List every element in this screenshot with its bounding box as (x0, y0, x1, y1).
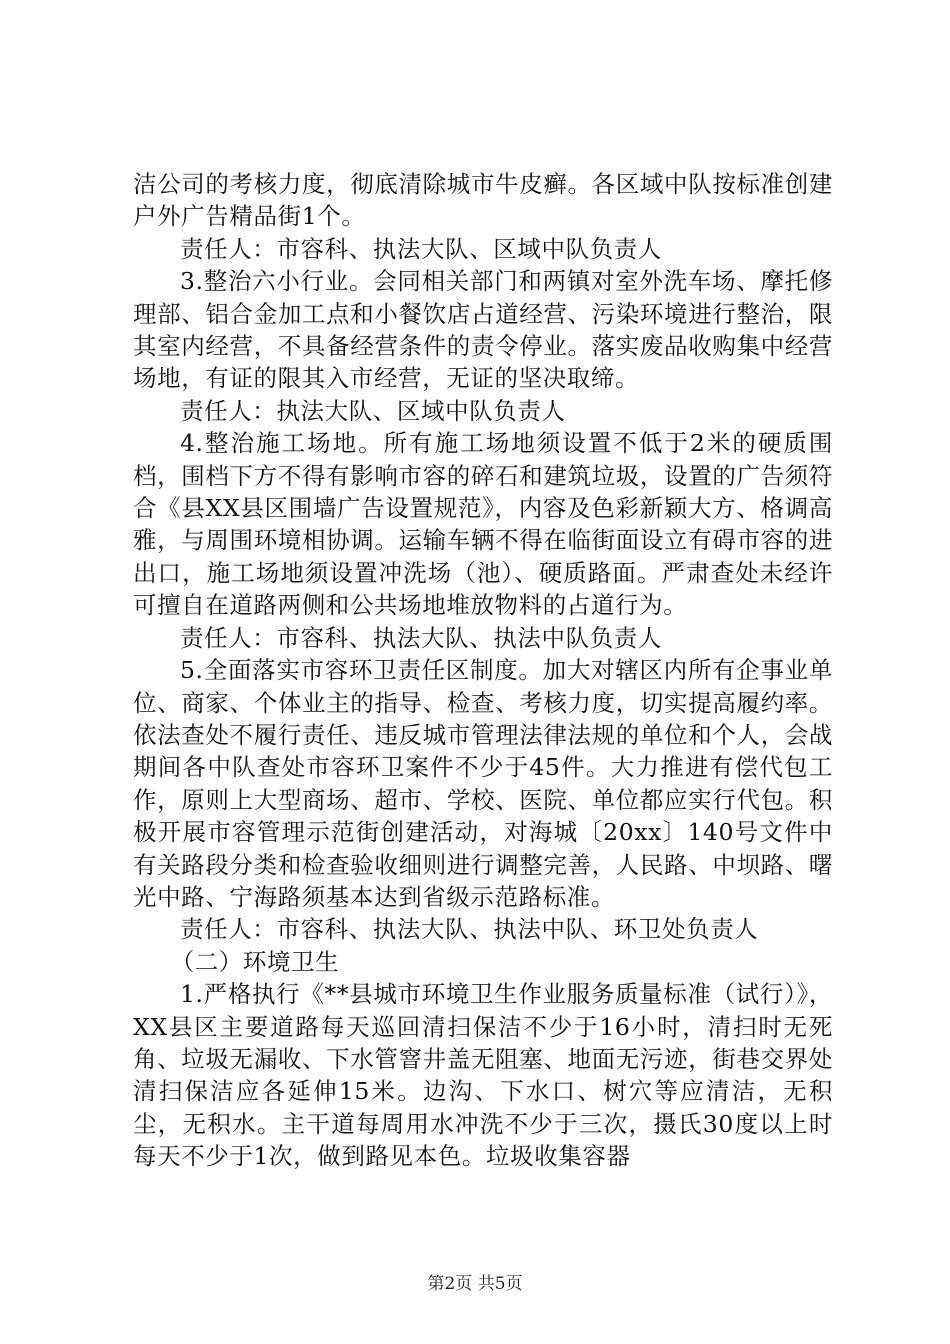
paragraph-item-1: 1.严格执行《**县城市环境卫生作业服务质量标准（试行）》，XX县区主要道路每天巡回清扫保洁不少于16小时，清扫时无死角、垃圾无漏收、下水管窨井盖无阻塞、地面无污迹，街巷交界处清扫保洁应各延伸15米。边沟、下水口、树穴等应清洁，无积尘，无积水。主干道每周用水冲洗不少于三次，摄氏30度以上时每天不少于1次，做到路见本色。垃圾收集容器 (133, 980, 833, 1171)
responsibility-line: 责任人：执法大队、区域中队负责人 (180, 396, 566, 425)
page-footer: 第2页 共5页 (427, 1274, 523, 1294)
responsibility-line: 责任人：市容科、执法大队、区域中队负责人 (180, 234, 662, 263)
paragraph-item-3: 3.整治六小行业。会同相关部门和两镇对室外洗车场、摩托修理部、铝合金加工点和小餐饮店占道经营、污染环境进行整治，限其室内经营，不具备经营条件的责令停业。落实废品收购集中经营场地，有证的限其入市经营，无证的坚决取缔。 (133, 267, 833, 393)
paragraph-item-4: 4.整治施工场地。所有施工场地须设置不低于2米的硬质围档，围档下方不得有影响市容的碎石和建筑垃圾，设置的广告须符合《县XX县区围墙广告设置规范》，内容及色彩新颖大方、格调高雅，与周围环境相协调。运输车辆不得在临街面设立有碍市容的进出口，施工场地须设置冲洗场（池）、硬质路面。严肃查处未经许可擅自在道路两侧和公共场地堆放物料的占道行为。 (133, 429, 833, 620)
section-heading: （二）环境卫生 (170, 947, 340, 976)
responsibility-line: 责任人：市容科、执法大队、执法中队、环卫处负责人 (180, 915, 759, 944)
responsibility-line: 责任人：市容科、执法大队、执法中队负责人 (180, 623, 662, 652)
document-body (133, 168, 833, 1173)
paragraph-continuation: 洁公司的考核力度，彻底清除城市牛皮癣。各区域中队按标准创建户外广告精品街1个。 (133, 170, 833, 231)
paragraph-item-5: 5.全面落实市容环卫责任区制度。加大对辖区内所有企事业单位、商家、个体业主的指导、检查、考核力度，切实提高履约率。依法查处不履行责任、违反城市管理法律法规的单位和个人，会战期间各中队查处市容环卫案件不少于45件。大力推进有偿代包工作，原则上大型商场、超市、学校、医院、单位都应实行代包。积极开展市容管理示范街创建活动，对海城〔20xx〕140号文件中有关路段分类和检查验收细则进行调整完善，人民路、中坝路、曙光中路、宁海路须基本达到省级示范路标准。 (133, 656, 833, 911)
